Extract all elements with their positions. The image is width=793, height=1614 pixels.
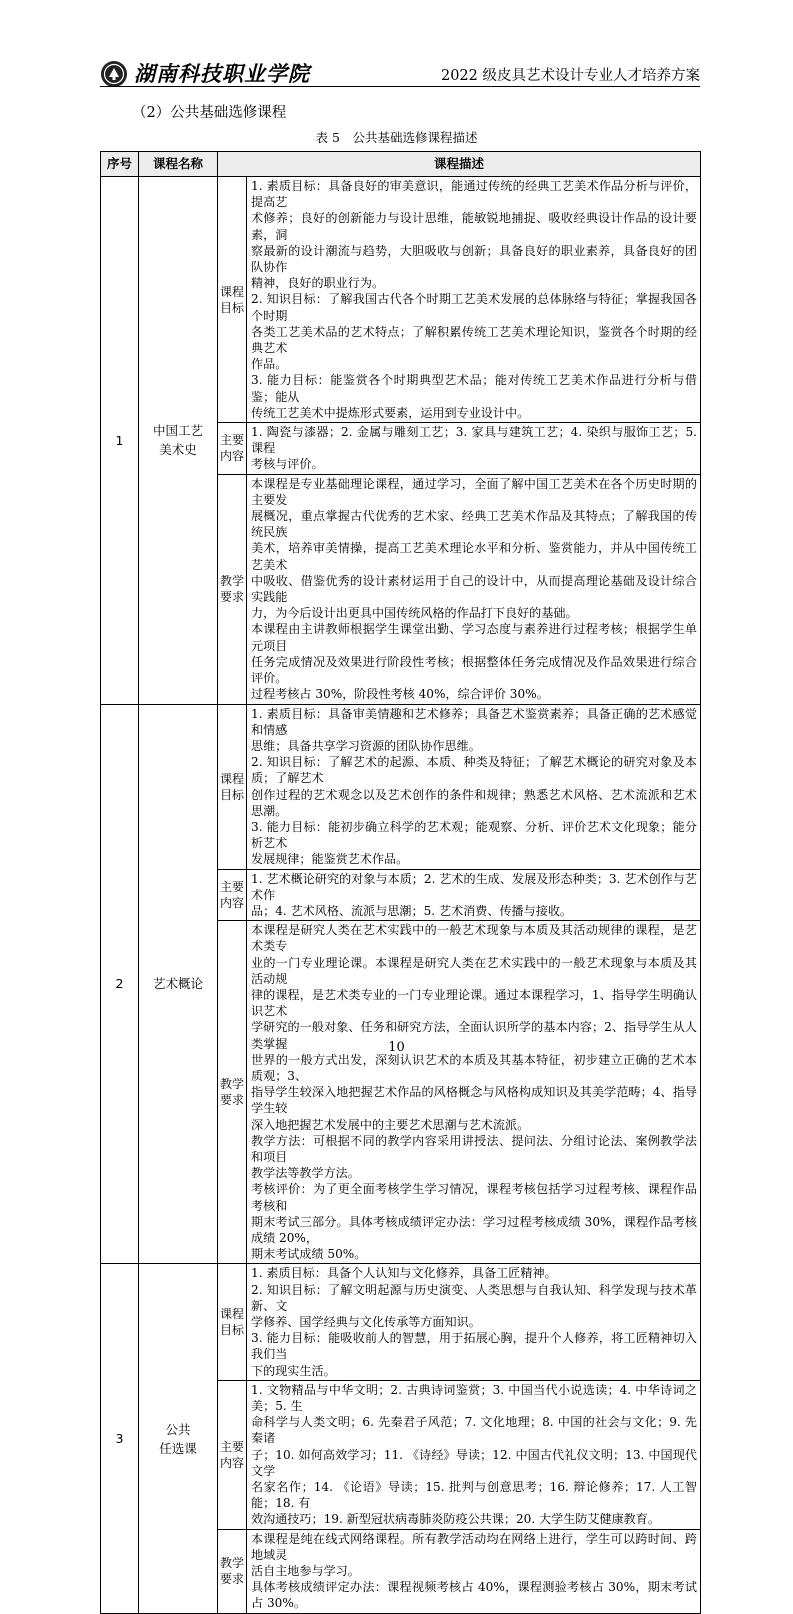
description-line: 具体考核成绩评定办法：课程视频考核占 40%，课程测验考核占 30%，期末考试占 30%。: [251, 1580, 698, 1611]
description-line: 2. 知识目标：了解文明起源与历史演变、人类思想与自我认知、科学发现与技术革新、文: [251, 1282, 698, 1313]
description-line: 指导学生较深入地把握艺术作品的风格概念与风格构成知识及其美学范畴；4、指导学生较: [251, 1085, 698, 1116]
row-description: [247, 423, 701, 475]
header-name: 课程名称: [139, 152, 218, 177]
description-line: 深入地把握艺术发展中的主要艺术思潮与艺术流派。: [251, 1117, 530, 1132]
description-line: 1. 素质目标：具备良好的审美意识，能通过传统的经典工艺美术作品分析与评价，提高艺: [251, 179, 698, 210]
course-name: 中国工艺 美术史: [139, 177, 218, 705]
row-description: [247, 177, 701, 423]
description-line: 2. 知识目标：了解艺术的起源、本质、种类及特征；了解艺术概论的研究对象及本质；了解艺术: [251, 755, 698, 786]
description-line: 1. 陶瓷与漆器；2. 金属与雕刻工艺；3. 家具与建筑工艺；4. 染织与服饰工艺；5. 课程: [251, 425, 698, 456]
course-number: 2: [101, 704, 139, 1264]
course-name: 艺术概论: [139, 704, 218, 1264]
table-row: [101, 704, 701, 869]
description-line: 作品。: [251, 357, 288, 372]
row-label-label-goal: 课程 目标: [218, 1264, 247, 1380]
table-row: [101, 1264, 701, 1380]
description-line: 本课程由主讲教师根据学生课堂出勤、学习态度与素养进行过程考核；根据学生单元项目: [251, 622, 698, 653]
description-line: 各类工艺美术品的艺术特点；了解积累传统工艺美术理论知识，鉴赏各个时期的经典艺术: [251, 324, 698, 356]
table-header-row: [101, 152, 701, 177]
description-line: 子；10. 如何高效学习；11. 《诗经》导读；12. 中国古代礼仪文明；13. 中国现代文学: [251, 1447, 698, 1478]
description-line: 教学方法：可根据不同的教学内容采用讲授法、提问法、分组讨论法、案例教学法和项目: [251, 1133, 698, 1164]
row-description: [247, 921, 701, 1264]
row-label-label-req: 教学 要求: [218, 474, 247, 704]
header-desc: 课程描述: [218, 152, 701, 177]
course-name: 公共 任选课: [139, 1264, 218, 1613]
table-body: [101, 177, 701, 1614]
document-title: 2022 级皮具艺术设计专业人才培养方案: [440, 68, 700, 84]
description-line: 3. 能力目标：能吸收前人的智慧，用于拓展心胸，提升个人修养，将工匠精神切入我们当: [251, 1331, 698, 1362]
table-caption: 表 5 公共基础选修课程描述: [315, 130, 478, 145]
description-line: 本课程是研究人类在艺术实践中的一般艺术现象与本质及其活动规律的课程，是艺术类专: [251, 923, 698, 954]
description-line: 考核与评价。: [251, 457, 324, 472]
description-line: 考核评价：为了更全面考核学生学习情况，课程考核包括学习过程考核、课程作品考核和: [251, 1182, 698, 1213]
page-number: 10: [388, 1040, 405, 1055]
description-line: 3. 能力目标：能鉴赏各个时期典型艺术品；能对传统工艺美术作品进行分析与借鉴；能从: [251, 373, 698, 404]
description-line: 力，为今后设计出更具中国传统风格的作品打下良好的基础。: [251, 606, 578, 621]
row-description: [247, 704, 701, 869]
course-number: 1: [101, 177, 139, 705]
description-line: 察最新的设计潮流与趋势，大胆吸收与创新；具备良好的职业素养，具备良好的团队协作: [251, 243, 698, 275]
description-line: 2. 知识目标：了解我国古代各个时期工艺美术发展的总体脉络与特征；掌握我国各个时期: [251, 292, 698, 323]
description-line: 1. 文物精品与中华文明；2. 古典诗词鉴赏；3. 中国当代小说选读；4. 中华诗词之美；5. 生: [251, 1382, 698, 1414]
row-label-label-content: 主要 内容: [218, 869, 247, 921]
description-line: 1. 艺术概论研究的对象与本质；2. 艺术的生成、发展及形态种类；3. 艺术创作与艺术作: [251, 871, 698, 902]
row-label-label-goal: 课程 目标: [218, 177, 247, 423]
row-description: [247, 869, 701, 921]
description-line: 活自主地参与学习。: [251, 1564, 360, 1579]
description-line: 3. 能力目标：能初步确立科学的艺术观；能观察、分析、评价艺术文化现象；能分析艺术: [251, 819, 698, 851]
header-divider: [100, 86, 700, 87]
description-line: 本课程是专业基础理论课程，通过学习，全面了解中国工艺美术在各个历史时期的主要发: [251, 476, 698, 507]
row-label-label-content: 主要 内容: [218, 423, 247, 475]
description-line: 发展规律；能鉴赏艺术作品。: [251, 852, 409, 867]
course-number: 3: [101, 1264, 139, 1613]
description-line: 美术，培养审美情操，提高工艺美术理论水平和分析、鉴赏能力，并从中国传统工艺美术: [251, 541, 698, 572]
description-line: 品；4. 艺术风格、流派与思潮；5. 艺术消费、传播与接收。: [251, 903, 573, 918]
description-line: 期末考试成绩 50%。: [251, 1247, 367, 1262]
description-line: 下的现实生活。: [251, 1363, 336, 1378]
description-line: 1. 素质目标：具备审美情趣和艺术修养；具备艺术鉴赏素养；具备正确的艺术感觉和情感: [251, 706, 698, 737]
course-description-table: [100, 151, 701, 1614]
description-line: 创作过程的艺术观念以及艺术创作的条件和规律；熟悉艺术风格、艺术流派和艺术思潮。: [251, 787, 698, 818]
description-line: 中吸收、借鉴优秀的设计素材运用于自己的设计中，从而提高理论基础及设计综合实践能: [251, 573, 698, 605]
row-label-label-req: 教学 要求: [218, 921, 247, 1264]
table-row: [101, 177, 701, 423]
row-description: [247, 1380, 701, 1529]
description-line: 传统工艺美术中提炼形式要素，运用到专业设计中。: [251, 405, 530, 420]
description-line: 业的一门专业理论课。本课程是研究人类在艺术实践中的一般艺术现象与本质及其活动规: [251, 955, 698, 986]
description-line: 学修养、国学经典与文化传承等方面知识。: [251, 1315, 481, 1330]
row-description: [247, 1264, 701, 1380]
description-line: 名家名作；14. 《论语》导读；15. 批判与创意思考；16. 辩论修养；17. 人工智能；18. 有: [251, 1480, 698, 1511]
description-line: 术修养；良好的创新能力与设计思维，能敏锐地捕捉、吸收经典设计作品的设计要素，洞: [251, 211, 698, 242]
description-line: 思维；具备共享学习资源的团队协作思维。: [251, 738, 481, 753]
description-line: 过程考核占 30%，阶段性考核 40%，综合评价 30%。: [251, 687, 549, 702]
description-line: 展概况，重点掌握古代优秀的艺术家、经典工艺美术作品及其特点；了解我国的传统民族: [251, 509, 698, 540]
row-label-label-goal: 课程 目标: [218, 704, 247, 869]
description-line: 期末考试三部分。具体考核成绩评定办法：学习过程考核成绩 30%，课程作品考核成绩 20%，: [251, 1214, 698, 1245]
description-line: 1. 素质目标：具备个人认知与文化修养，具备工匠精神。: [251, 1266, 557, 1281]
description-line: 本课程是纯在线式网络课程。所有教学活动均在网络上进行，学生可以跨时间、跨地域灵: [251, 1531, 698, 1562]
description-line: 学研究的一般对象、任务和研究方法，全面认识所学的基本内容；2、指导学生从人类掌握: [251, 1020, 698, 1051]
description-line: 世界的一般方式出发，深刻认识艺术的本质及其基本特征，初步建立正确的艺术本质观；3、: [251, 1052, 698, 1083]
row-label-label-req: 教学 要求: [218, 1529, 247, 1613]
description-line: 命科学与人类文明；6. 先秦君子风范；7. 文化地理；8. 中国的社会与文化；9. 先秦诸: [251, 1415, 698, 1446]
header-no: 序号: [101, 152, 139, 177]
row-description: [247, 1529, 701, 1613]
section-heading: （2）公共基础选修课程: [132, 105, 287, 121]
description-line: 律的课程，是艺术类专业的一门专业理论课。通过本课程学习，1、指导学生明确认识艺术: [251, 987, 698, 1019]
school-name: 湖南科技职业学院: [134, 61, 310, 86]
school-emblem-icon: [100, 60, 128, 88]
description-line: 精神，良好的职业行为。: [251, 276, 385, 291]
description-line: 任务完成情况及效果进行阶段性考核；根据整体任务完成情况及作品效果进行综合评价。: [251, 654, 698, 686]
description-line: 效沟通技巧；19. 新型冠状病毒肺炎防疫公共课；20. 大学生防艾健康教育。: [251, 1512, 660, 1527]
row-label-label-content: 主要 内容: [218, 1380, 247, 1529]
page-header: [100, 58, 700, 88]
row-description: [247, 474, 701, 704]
description-line: 教学法等教学方法。: [251, 1166, 360, 1181]
